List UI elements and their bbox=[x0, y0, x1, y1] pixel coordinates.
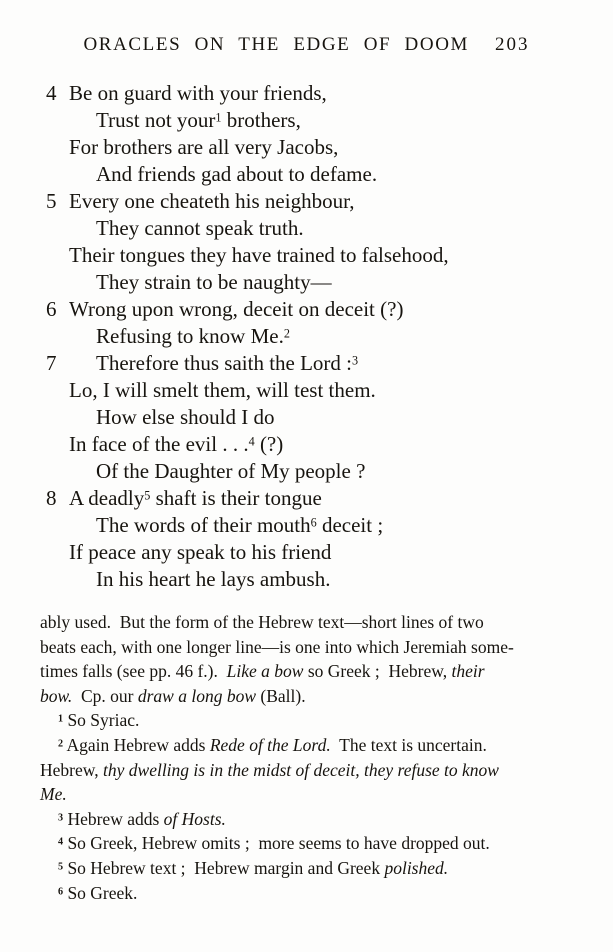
text-segment: Of the Daughter of My people ? bbox=[96, 459, 366, 483]
verse-number: 4 bbox=[46, 81, 57, 105]
italic-text: polished. bbox=[384, 857, 449, 878]
verse-line bbox=[0, 512, 613, 539]
verse-line bbox=[0, 485, 613, 512]
verse-line bbox=[0, 377, 613, 404]
text-segment: If peace any speak to his friend bbox=[69, 540, 332, 564]
italic-text: their bbox=[451, 661, 485, 682]
verse-line bbox=[0, 296, 613, 323]
note-line bbox=[40, 782, 573, 807]
verse-block bbox=[0, 80, 613, 593]
text-segment: So Hebrew text ; Hebrew margin and Greek bbox=[63, 857, 385, 878]
text-segment: (Ball). bbox=[256, 685, 306, 706]
note-line bbox=[40, 610, 573, 635]
text-segment: So Syriac. bbox=[63, 710, 140, 731]
footnote-line bbox=[40, 708, 573, 733]
running-header bbox=[0, 0, 613, 57]
footnote-ref: 5 bbox=[144, 488, 151, 503]
verse-line bbox=[0, 242, 613, 269]
text-segment: The words of their mouth bbox=[96, 513, 311, 537]
footnote-ref: 1 bbox=[215, 110, 222, 125]
footnote-ref: 4 bbox=[58, 836, 64, 848]
text-segment: Every one cheateth his neighbour, bbox=[69, 189, 355, 213]
verse-line bbox=[0, 215, 613, 242]
text-segment: ably used. But the form of the Hebrew text—short lines of two bbox=[40, 612, 484, 632]
text-segment: Trust not your bbox=[96, 108, 216, 132]
text-segment: Again Hebrew adds bbox=[63, 734, 210, 755]
text-segment: A deadly bbox=[69, 486, 145, 510]
italic-text: of Hosts. bbox=[163, 808, 226, 829]
text-segment: times falls (see pp. 46 f.). bbox=[40, 661, 227, 682]
verse-line bbox=[0, 431, 613, 458]
note-line bbox=[40, 659, 573, 684]
text-segment: Hebrew adds bbox=[63, 808, 164, 829]
text-segment: Therefore thus saith the Lord : bbox=[96, 351, 352, 375]
text-segment: Be on guard with your friends, bbox=[69, 81, 327, 105]
verse-line bbox=[0, 350, 613, 377]
footnote-line bbox=[40, 831, 573, 856]
text-segment: (?) bbox=[254, 432, 284, 456]
text-segment: The text is uncertain. bbox=[330, 734, 487, 755]
text-segment: brothers, bbox=[221, 108, 301, 132]
footnote-ref: 6 bbox=[58, 885, 64, 897]
text-segment: In his heart he lays ambush. bbox=[96, 567, 331, 591]
note-line bbox=[40, 758, 573, 783]
footnote-ref: 3 bbox=[352, 353, 359, 368]
text-segment: So Greek, Hebrew omits ; more seems to have dropped out. bbox=[63, 833, 490, 854]
text-segment: They strain to be naughty— bbox=[96, 270, 332, 294]
text-segment: Cp. our bbox=[72, 685, 138, 706]
footnote-ref: 4 bbox=[248, 434, 255, 449]
footnote-ref: 5 bbox=[58, 861, 64, 873]
text-segment: So Greek. bbox=[63, 882, 138, 903]
footnote-ref: 2 bbox=[58, 738, 64, 750]
text-segment: beats each, with one longer line—is one into which Jeremiah some- bbox=[40, 636, 514, 657]
text-segment: so Greek ; Hebrew, bbox=[303, 661, 452, 682]
header-title: ORACLES ON THE EDGE OF DOOM bbox=[83, 34, 470, 55]
text-segment: They cannot speak truth. bbox=[96, 216, 304, 240]
verse-line bbox=[0, 269, 613, 296]
note-line bbox=[40, 684, 573, 709]
verse-line bbox=[0, 134, 613, 161]
text-segment: Refusing to know Me. bbox=[96, 324, 284, 348]
verse-line bbox=[0, 323, 613, 350]
verse-line bbox=[0, 188, 613, 215]
text-segment: deceit ; bbox=[316, 513, 384, 537]
verse-line bbox=[0, 458, 613, 485]
text-segment: shaft is their tongue bbox=[150, 486, 322, 510]
verse-line bbox=[0, 80, 613, 107]
footnote-line bbox=[40, 881, 573, 906]
text-segment: In face of the evil . . . bbox=[69, 432, 249, 456]
verse-number: 5 bbox=[46, 189, 57, 213]
footnote-ref: 1 bbox=[58, 713, 64, 725]
page-number: 203 bbox=[495, 34, 530, 55]
italic-text: Me. bbox=[40, 784, 67, 805]
verse-line bbox=[0, 404, 613, 431]
footnote-ref: 3 bbox=[58, 812, 64, 824]
verse-line bbox=[0, 107, 613, 134]
verse-line bbox=[0, 539, 613, 566]
verse-number: 7 bbox=[46, 351, 57, 375]
note-line bbox=[40, 635, 573, 660]
italic-text: draw a long bow bbox=[137, 685, 257, 706]
footnote-ref: 6 bbox=[310, 515, 317, 530]
italic-text: bow. bbox=[40, 685, 73, 706]
footnote-line bbox=[40, 733, 573, 758]
italic-text: thy dwelling is in the midst of deceit, they refuse to know bbox=[103, 759, 499, 780]
footnote-ref: 2 bbox=[283, 326, 290, 341]
text-segment: How else should I do bbox=[96, 405, 275, 429]
notes-block bbox=[40, 610, 573, 905]
text-segment: And friends gad about to defame. bbox=[96, 162, 378, 186]
italic-text: Rede of the Lord. bbox=[209, 734, 331, 755]
footnote-line bbox=[40, 807, 573, 832]
italic-text: Like a bow bbox=[226, 661, 304, 682]
verse-number: 8 bbox=[46, 486, 57, 510]
footnote-line bbox=[40, 856, 573, 881]
text-segment: For brothers are all very Jacobs, bbox=[69, 135, 339, 159]
verse-line bbox=[0, 161, 613, 188]
verse-line bbox=[0, 566, 613, 593]
text-segment: Lo, I will smelt them, will test them. bbox=[69, 378, 376, 402]
text-segment: Wrong upon wrong, deceit on deceit (?) bbox=[69, 297, 404, 321]
verse-number: 6 bbox=[46, 297, 57, 321]
text-segment: Their tongues they have trained to falsehood, bbox=[69, 243, 449, 267]
text-segment: Hebrew, bbox=[40, 759, 104, 780]
